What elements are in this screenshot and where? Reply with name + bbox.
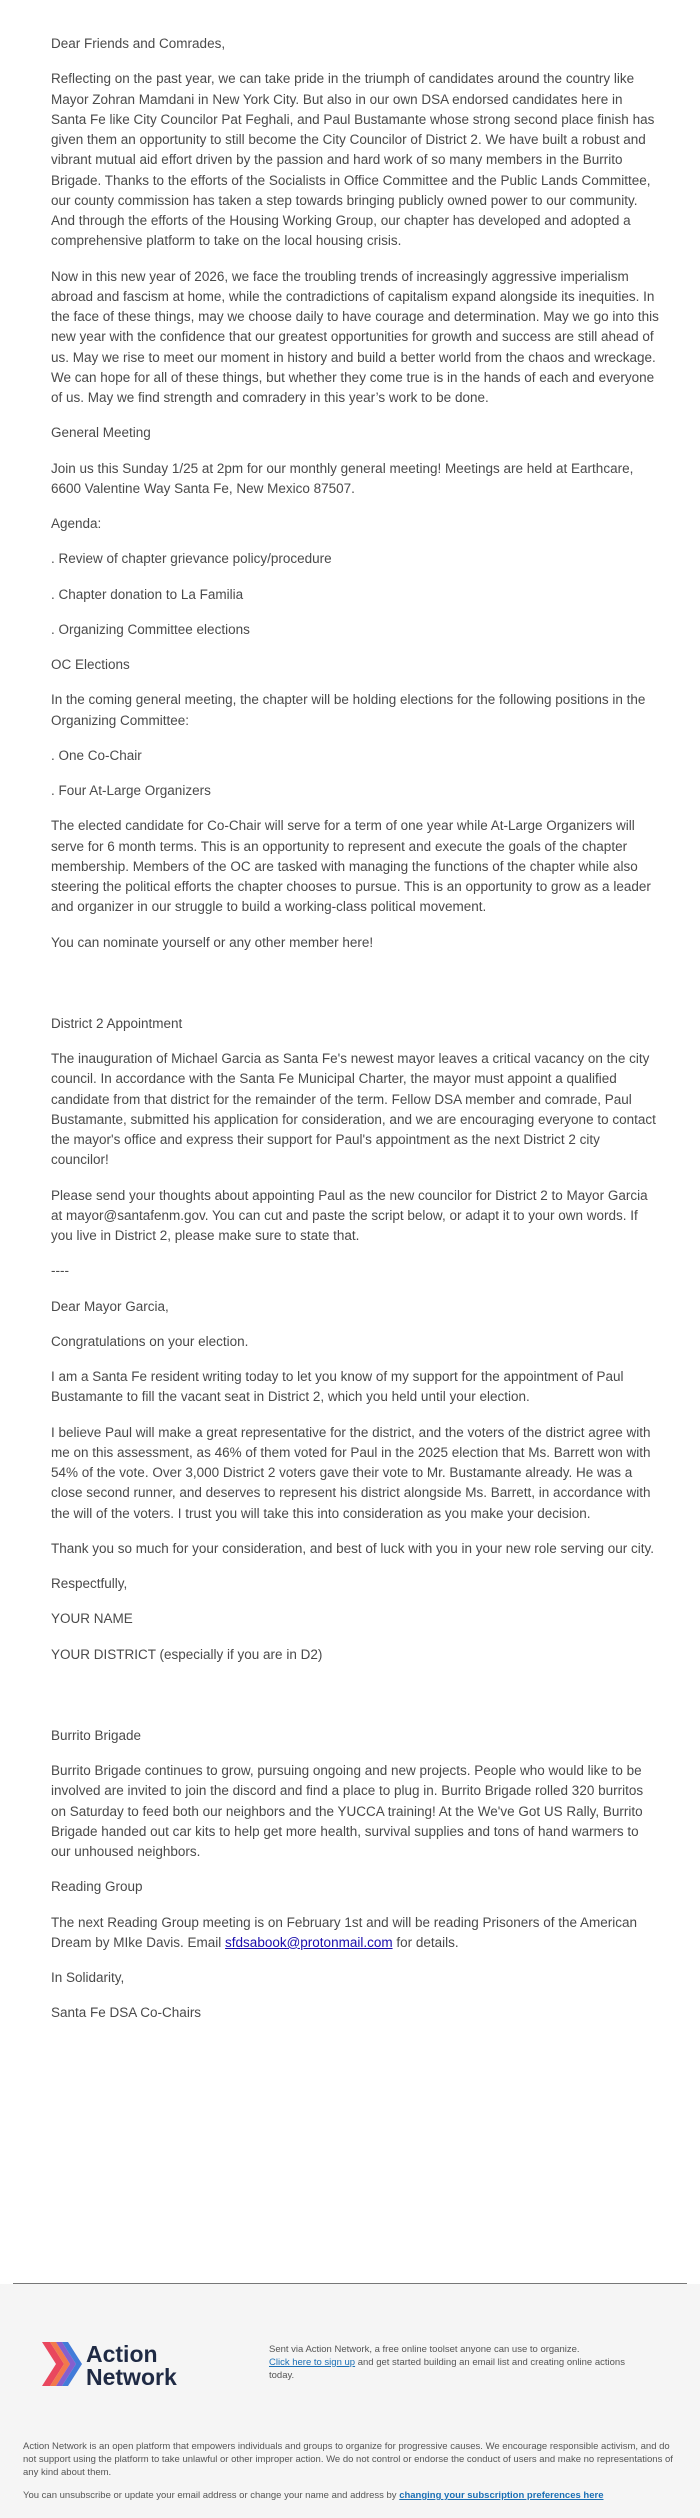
logo-text-line2: Network xyxy=(86,2364,177,2390)
intro-paragraph: Now in this new year of 2026, we face the troubling trends of increasingly aggressive imperialism abroad and fascism at home, while the contradictions of capitalism expand alongside its inequities. In the face of these things, may we choose daily to have courage and determination. May we go into this new year with the confidence that our greatest opportunities for growth and success are still ahead of us. May we rise to meet our moment in history and build a better world from the chaos and wreckage. We can hope for all of these things, but whether they come true is in the hands of each and everyone of us. May we find strength and comradery in this year’s work to be done. xyxy=(51,268,659,405)
reading-group-text xyxy=(51,1913,661,1954)
letter-closing: Respectfully, xyxy=(51,1576,128,1591)
letter-district: YOUR DISTRICT (especially if you are in D2) xyxy=(51,1646,323,1662)
district2-paragraph: Please send your thoughts about appointing Paul as the new councilor for District 2 to Mayor Garcia at mayor@santafenm.gov. You can cut and paste the script below, or adapt it to your own words. If you live in District 2, please make sure to state that. xyxy=(51,1187,648,1243)
section-title-oc-elections: OC Elections xyxy=(51,657,130,672)
newsletter-body xyxy=(51,34,661,2039)
section-spacer xyxy=(51,968,661,1014)
letter-thanks: Thank you so much for your consideration, and best of luck with you in your new role serving our city. xyxy=(51,1540,655,1556)
signup-rest-text: and get started building an email list and creating online actions today. xyxy=(269,2356,625,2381)
agenda-label: Agenda: xyxy=(51,516,102,531)
section-title-reading-group: Reading Group xyxy=(51,1879,143,1895)
section-title-general-meeting: General Meeting xyxy=(51,425,151,441)
signoff-signature: Santa Fe DSA Co-Chairs xyxy=(51,2005,202,2021)
letter-congrats: Congratulations on your election. xyxy=(51,1333,249,1349)
section-title-burrito-brigade: Burrito Brigade xyxy=(51,1727,142,1743)
subscription-preferences-link[interactable]: changing your subscription preferences here xyxy=(399,2490,604,2501)
oc-position: . One Co-Chair xyxy=(51,747,142,763)
greeting: Dear Friends and Comrades, xyxy=(51,36,226,51)
reading-group-text-start: The next Reading Group meeting is on February 1st and will be reading Prisoners of the American Dream by MIke Davis. Email xyxy=(51,1914,638,1950)
section-spacer xyxy=(51,1680,661,1726)
letter-body: I believe Paul will make a great representative for the district, and the voters of the district agree with me on this assessment, as 46% of them voted for Paul in the 2025 election that Ms. Barrett won with 54% of the vote. Over 3,000 District 2 voters gave their vote to Mr. Bustamante already. He was a close second runner, and deserves to represent his district alongside Ms. Barrett, in accordance with the will of the voters. I trust you will take this into consideration as you make your decision. xyxy=(51,1424,651,1521)
letter-body: I am a Santa Fe resident writing today to let you know of my support for the appointment of Paul Bustamante to fill the vacant seat in District 2, which you held until your election. xyxy=(51,1369,624,1405)
oc-position: . Four At-Large Organizers xyxy=(51,783,211,798)
signup-link[interactable]: Click here to sign up xyxy=(269,2356,356,2368)
letter-name: YOUR NAME xyxy=(51,1611,133,1627)
legal-disclaimer: Action Network is an open platform that empowers individuals and groups to organize for progressive causes. We encourage responsible activism, and do not support using the platform to take unlawful or other improper action. We do not control or endorse the conduct of users and make no representations of any kind about them. xyxy=(23,2441,673,2478)
reading-group-email-link[interactable]: sfdsabook@protonmail.com xyxy=(225,1934,393,1950)
unsubscribe-line xyxy=(23,2490,683,2501)
sent-via-note xyxy=(269,2344,641,2382)
unsubscribe-text: You can unsubscribe or update your email address or change your name and address by xyxy=(23,2490,400,2501)
logo-text-line1: Action xyxy=(86,2341,158,2367)
action-network-logo[interactable] xyxy=(40,2338,200,2390)
district2-paragraph: The inauguration of Michael Garcia as Santa Fe's newest mayor leaves a critical vacancy on the city council. In accordance with the Santa Fe Municipal Charter, the mayor must appoint a qualified candidate from that district for the remainder of the term. Fellow DSA member and comrade, Paul Bustamante, submitted his application for consideration, and we are encouraging everyone to contact the mayor's office and express their support for Paul's appointment as the next District 2 city councilor! xyxy=(51,1051,656,1168)
general-meeting-text: Join us this Sunday 1/25 at 2pm for our monthly general meeting! Meetings are held at Earthcare, 6600 Valentine Way Santa Fe, New Mexico 87507. xyxy=(51,460,634,496)
oc-elections-intro: In the coming general meeting, the chapter will be holding elections for the following positions in the Organizing Committee: xyxy=(51,692,646,728)
letter-separator: ---- xyxy=(51,1263,69,1279)
nominate-text: You can nominate yourself or any other member here! xyxy=(51,934,374,950)
section-title-district-2: District 2 Appointment xyxy=(51,1015,183,1031)
footer xyxy=(0,2284,700,2518)
oc-elections-details: The elected candidate for Co-Chair will serve for a term of one year while At-Large Organizers will serve for 6 month terms. This is an opportunity to represent and execute the goals of the chapter membership. Members of the OC are tasked with managing the functions of the chapter while also steering the political efforts the chapter chooses to pursue. This is an opportunity to grow as a leader and organizer in our struggle to build a working-class political movement. xyxy=(51,818,651,915)
intro-paragraph: Reflecting on the past year, we can take pride in the triumph of candidates around the country like Mayor Zohran Mamdani in New York City. But also in our own DSA endorsed candidates here in Santa Fe like City Councilor Pat Feghali, and Paul Bustamante whose strong second place finish has given them an opportunity to still become the City Councilor of District 2. We have built a robust and vibrant mutual aid effort driven by the passion and hard work of so many members in the Burrito Brigade. Thanks to the efforts of the Socialists in Office Committee and the Public Lands Committee, our county commission has taken a step towards bringing publicly owned power to our community. And through the efforts of the Housing Working Group, our chapter has developed and adopted a comprehensive platform to take on the local housing crisis. xyxy=(51,71,655,249)
burrito-brigade-text: Burrito Brigade continues to grow, pursuing ongoing and new projects. People who would like to be involved are invited to join the discord and find a place to plug in. Burrito Brigade rolled 320 burritos on Saturday to feed both our neighbors and the YUCCA training! At the We've Got US Rally, Burrito Brigade handed out car kits to help get more health, survival supplies and tons of hand warmers to our unhoused neighbors. xyxy=(51,1763,644,1859)
agenda-item: . Review of chapter grievance policy/procedure xyxy=(51,551,332,567)
logo-mark-icon xyxy=(42,2342,82,2386)
reading-group-text-end: for details. xyxy=(392,1934,459,1950)
sent-via-text: Sent via Action Network, a free online toolset anyone can use to organize. xyxy=(269,2344,580,2355)
letter-salutation: Dear Mayor Garcia, xyxy=(51,1298,169,1314)
agenda-item: . Organizing Committee elections xyxy=(51,621,250,637)
agenda-item: . Chapter donation to La Familia xyxy=(51,586,244,602)
signoff-closing: In Solidarity, xyxy=(51,1970,125,1985)
